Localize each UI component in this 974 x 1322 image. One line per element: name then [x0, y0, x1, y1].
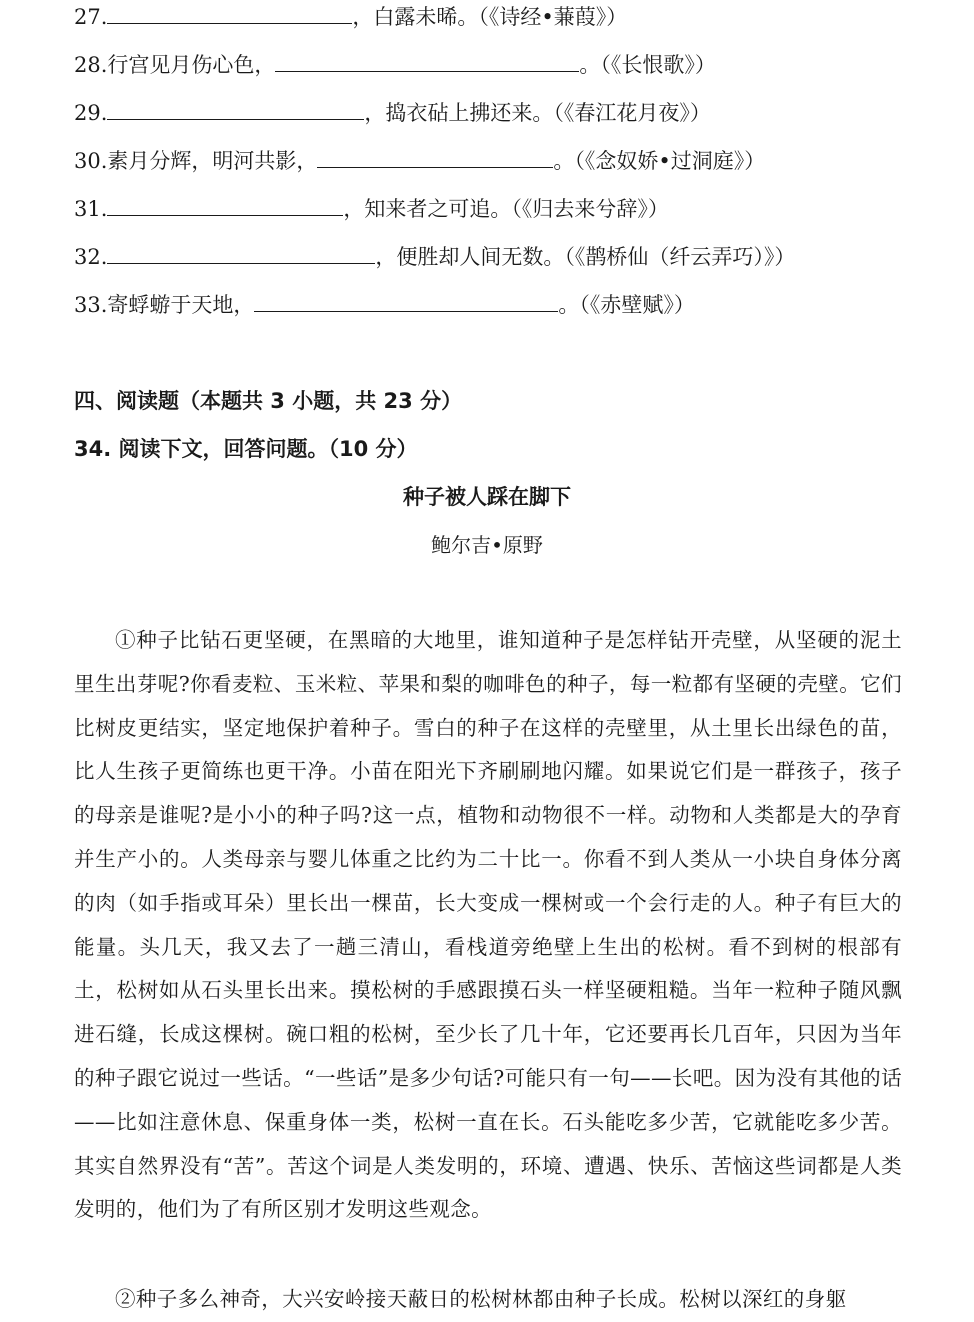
answer-blank[interactable] [107, 3, 352, 24]
question-text-after: 。（《念奴娇•过洞庭》） [553, 149, 766, 173]
answer-blank[interactable] [317, 147, 553, 168]
question-text-before: 素月分辉，明河共影， [107, 149, 318, 173]
question-29 [74, 98, 711, 128]
question-27 [74, 2, 627, 32]
question-text-after: 。（《长恨歌》） [579, 53, 716, 77]
article-paragraph-2: ②种子多么神奇，大兴安岭接天蔽日的松树林都由种子长成。松树以深红的身躯 [115, 1287, 847, 1311]
question-number: 30. [74, 149, 108, 173]
question-33 [74, 290, 695, 320]
section-heading: 四、阅读题（本题共 3 小题，共 23 分） [74, 389, 463, 413]
question-30 [74, 146, 765, 176]
article-title: 种子被人踩在脚下 [403, 484, 571, 509]
question-number: 32. [74, 245, 108, 269]
question-text-after: ，捣衣砧上拂还来。（《春江花月夜》） [364, 101, 711, 125]
answer-blank[interactable] [107, 195, 343, 216]
question-text-after: ，白露未晞。（《诗经•蒹葭》） [352, 5, 628, 29]
article-paragraph-1: ①种子比钻石更坚硬，在黑暗的大地里，谁知道种子是怎样钻开壳壁，从坚硬的泥土里生出芽呢?你看麦粒、玉米粒、苹果和梨的咖啡色的种子，每一粒都有坚硬的壳壁。它们比树皮更结实，坚定地保护着种子。雪白的种子在这样的壳壁里，从土里长出绿色的苗，比人生孩子更简练也更干净。小苗在阳光下齐刷刷地闪耀。如果说它们是一群孩子，孩子的母亲是谁呢?是小小的种子吗?这一点，植物和动物很不一样。动物和人类都是大的孕育并生产小的。人类母亲与婴儿体重之比约为二十比一。你看不到人类从一小块自身体分离的肉（如手指或耳朵）里长出一棵苗，长大变成一棵树或一个会行走的人。种子有巨大的能量。头几天，我又去了一趟三清山，看栈道旁绝壁上生出的松树。看不到树的根部有土，松树如从石头里长出来。摸松树的手感跟摸石头一样坚硬粗糙。当年一粒种子随风飘进石缝，长成这棵树。碗口粗的松树，至少长了几十年，它还要再长几百年，只因为当年的种子跟它说过一些话。“一些话”是多少句话?可能只有一句——长吧。因为没有其他的话——比如注意休息、保重身体一类，松树一直在长。石头能吃多少苦，它就能吃多少苦。其实自然界没有“苦”。苦这个词是人类发明的，环境、遭遇、快乐、苦恼这些词都是人类发明的，他们为了有所区别才发明这些观念。 [74, 628, 902, 1222]
reading-question-34: 34. 阅读下文，回答问题。（10 分） [74, 437, 418, 461]
question-number: 29. [74, 101, 108, 125]
answer-blank[interactable] [107, 99, 364, 120]
question-number: 31. [74, 197, 108, 221]
question-31 [74, 194, 669, 224]
question-text-after: ，便胜却人间无数。（《鹊桥仙（纤云弄巧）》） [375, 245, 796, 269]
question-28 [74, 50, 716, 80]
question-number: 33. [74, 293, 108, 317]
question-number: 28. [74, 53, 108, 77]
question-number: 27. [74, 5, 108, 29]
question-text-after: 。（《赤壁赋》） [558, 293, 695, 317]
answer-blank[interactable] [275, 51, 579, 72]
answer-blank[interactable] [254, 291, 558, 312]
article-author: 鲍尔吉•原野 [431, 533, 543, 557]
question-text-before: 行宫见月伤心色， [107, 53, 276, 77]
question-text-before: 寄蜉蝣于天地， [107, 293, 255, 317]
question-32 [74, 242, 795, 272]
question-text-after: ，知来者之可追。（《归去来兮辞》） [343, 197, 669, 221]
answer-blank[interactable] [107, 243, 375, 264]
